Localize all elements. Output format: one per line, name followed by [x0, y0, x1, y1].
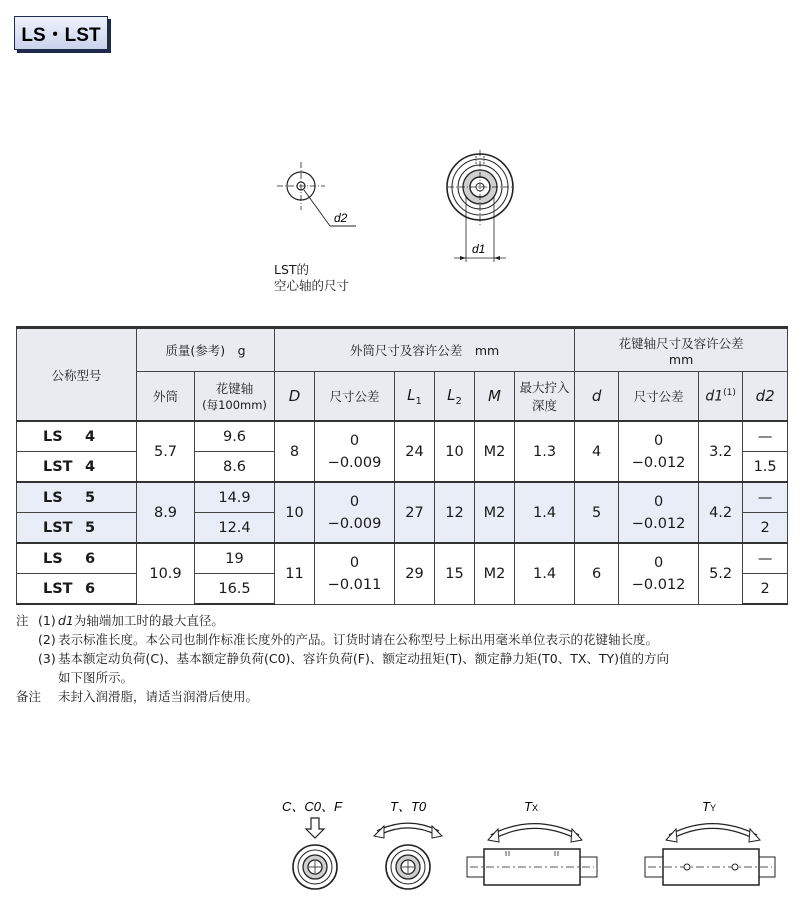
cell-D: 8 — [275, 421, 315, 482]
header-tol-outer: 尺寸公差 — [315, 372, 395, 422]
tx-arrow-icon — [488, 826, 582, 842]
tol-d-upper: 0 — [653, 432, 664, 449]
header-L1 — [395, 372, 435, 422]
table-row — [17, 543, 788, 574]
tol-d-lower: −0.012 — [631, 454, 686, 471]
header-outer-group: 外筒尺寸及容许公差 mm — [275, 328, 575, 372]
model-size: 5 — [85, 489, 96, 506]
header-mass-shaft-line1: 花键轴 — [215, 381, 254, 396]
load-nut-view — [293, 845, 337, 889]
cell-L2: 15 — [435, 543, 475, 604]
note-2-text: 表示标准长度。本公司也制作标准长度外的产品。订货时请在公称型号上标出用毫米单位表示的花键轴长度。 — [58, 632, 659, 647]
tol-D-lower: −0.009 — [327, 454, 382, 471]
header-d1-note: (1) — [723, 387, 736, 398]
table-row — [17, 421, 788, 452]
cell-M: M2 — [475, 421, 515, 482]
model-cell — [17, 543, 137, 574]
model-cell — [17, 421, 137, 452]
header-L1-sub: 1 — [415, 395, 422, 407]
tol-D-lower: −0.009 — [327, 515, 382, 532]
cell-d2: — — [743, 421, 788, 452]
tol-d-lower: −0.012 — [631, 576, 686, 593]
mass-shaft: 16.5 — [195, 574, 275, 605]
caption-line-2: 空心轴的尺寸 — [274, 278, 350, 293]
remark-label: 备注 — [16, 689, 42, 704]
header-shaft-group-line2: mm — [668, 351, 694, 367]
header-L2-letter: L — [447, 385, 456, 404]
note-3 — [16, 649, 669, 668]
header-tol-shaft: 尺寸公差 — [619, 372, 699, 422]
cell-d2: 2 — [743, 574, 788, 605]
note-1-text: 为轴端加工时的最大直径。 — [73, 613, 224, 628]
model-name: LS — [43, 428, 63, 445]
mass-shaft: 12.4 — [195, 513, 275, 544]
ty-arrow-icon — [666, 826, 760, 842]
cell-L1: 27 — [395, 482, 435, 543]
note-3-line1: 基本额定动负荷(C)、基本额定静负荷(C0)、容许负荷(F)、额定动扭矩(T)、额定静力矩(T0、TX、TY)值的方向 — [58, 651, 670, 666]
cell-d2: 2 — [743, 513, 788, 544]
model-size: 4 — [85, 458, 96, 475]
note-1-var: d1 — [58, 613, 74, 628]
tol-D-lower: −0.011 — [327, 576, 382, 593]
model-name: LST — [43, 580, 73, 597]
header-model: 公称型号 — [17, 328, 137, 422]
header-d2: d2 — [743, 372, 788, 422]
model-name: LS — [43, 550, 63, 567]
model-cell — [17, 482, 137, 513]
down-arrow-icon — [306, 818, 324, 838]
tol-d-upper: 0 — [653, 554, 664, 571]
header-d: d — [575, 372, 619, 422]
model-size: 4 — [85, 428, 96, 445]
cell-L1: 29 — [395, 543, 435, 604]
model-size: 5 — [85, 519, 96, 536]
tol-D-upper: 0 — [349, 493, 360, 510]
mass-shaft: 19 — [195, 543, 275, 574]
d2-label: d2 — [334, 211, 348, 225]
tol-d — [619, 421, 699, 482]
note-2-mark: (2) — [38, 632, 56, 647]
note-3-mark: (3) — [38, 651, 56, 666]
cell-D: 11 — [275, 543, 315, 604]
header-mass-shaft — [195, 372, 275, 422]
cell-M: M2 — [475, 482, 515, 543]
header-L2 — [435, 372, 475, 422]
header-D: D — [275, 372, 315, 422]
header-mass-group: 质量(参考) g — [137, 328, 275, 372]
model-name: LST — [43, 519, 73, 536]
tol-d — [619, 482, 699, 543]
section-title-badge — [14, 16, 108, 50]
cell-depth: 1.4 — [515, 482, 575, 543]
mass-outer: 8.9 — [137, 482, 195, 543]
cell-L1: 24 — [395, 421, 435, 482]
ty-label: TY — [702, 799, 716, 814]
section-title: LS・LST — [21, 24, 101, 46]
note-3-continued — [16, 668, 669, 687]
header-depth-line1: 最大拧入 — [519, 380, 570, 395]
torque-nut-view — [386, 845, 430, 889]
cell-d1: 4.2 — [699, 482, 743, 543]
tol-d-lower: −0.012 — [631, 515, 686, 532]
tol-D — [315, 543, 395, 604]
model-size: 6 — [85, 580, 96, 597]
cell-D: 10 — [275, 482, 315, 543]
notes-block — [16, 611, 669, 706]
mass-outer: 10.9 — [137, 543, 195, 604]
tol-d-upper: 0 — [653, 493, 664, 510]
tx-sub: X — [531, 803, 538, 813]
model-cell — [17, 513, 137, 544]
tx-label: TX — [524, 799, 538, 814]
tol-D-upper: 0 — [349, 432, 360, 449]
cell-d1: 3.2 — [699, 421, 743, 482]
remark-text: 未封入润滑脂，请适当润滑后使用。 — [58, 689, 259, 704]
header-L1-letter: L — [407, 385, 416, 404]
cell-M: M2 — [475, 543, 515, 604]
header-shaft-group-line1: 花键轴尺寸及容许公差 — [618, 335, 744, 351]
ty-side-view — [645, 849, 775, 885]
note-label: 注 — [16, 613, 29, 628]
torque-arrow-icon — [374, 826, 442, 839]
nut-end-view — [447, 150, 513, 262]
mass-shaft: 14.9 — [195, 482, 275, 513]
model-size: 6 — [85, 550, 96, 567]
header-d1 — [699, 372, 743, 422]
tol-D — [315, 421, 395, 482]
model-cell — [17, 574, 137, 605]
mass-outer: 5.7 — [137, 421, 195, 482]
cell-L2: 10 — [435, 421, 475, 482]
caption-line-1: LST的 — [274, 262, 310, 277]
table-row — [17, 482, 788, 513]
header-L2-sub: 2 — [455, 395, 462, 407]
tx-side-view — [467, 849, 597, 885]
load-label: C、C0、F — [282, 799, 342, 814]
cell-depth: 1.4 — [515, 543, 575, 604]
model-name: LST — [43, 458, 73, 475]
header-d1-letter: d1 — [705, 388, 724, 405]
ty-sub: Y — [709, 803, 716, 813]
note-1-mark: (1) — [38, 613, 56, 628]
cell-d: 5 — [575, 482, 619, 543]
header-depth — [515, 372, 575, 422]
header-mass-shaft-line2: (每100mm) — [202, 398, 267, 412]
tol-D — [315, 482, 395, 543]
spec-table — [16, 326, 788, 605]
cell-d: 4 — [575, 421, 619, 482]
note-3-line2: 如下图所示。 — [58, 670, 134, 685]
tol-d — [619, 543, 699, 604]
mass-shaft: 8.6 — [195, 452, 275, 483]
header-depth-line2: 深度 — [532, 398, 558, 413]
d1-label: d1 — [472, 242, 486, 256]
cell-d2: — — [743, 482, 788, 513]
model-name: LS — [43, 489, 63, 506]
cell-L2: 12 — [435, 482, 475, 543]
model-cell — [17, 452, 137, 483]
tol-D-upper: 0 — [349, 554, 360, 571]
header-mass-outer: 外筒 — [137, 372, 195, 422]
hollow-shaft-end-view — [277, 162, 356, 226]
cell-d2: — — [743, 543, 788, 574]
cell-d: 6 — [575, 543, 619, 604]
mass-shaft: 9.6 — [195, 421, 275, 452]
note-1 — [16, 611, 669, 630]
cell-d2: 1.5 — [743, 452, 788, 483]
remark — [16, 687, 669, 706]
note-2 — [16, 630, 669, 649]
torque-label: T、T0 — [390, 799, 427, 814]
cell-depth: 1.3 — [515, 421, 575, 482]
hollow-shaft-caption — [274, 262, 349, 294]
header-M: M — [475, 372, 515, 422]
cell-d1: 5.2 — [699, 543, 743, 604]
header-shaft-group — [575, 328, 788, 372]
